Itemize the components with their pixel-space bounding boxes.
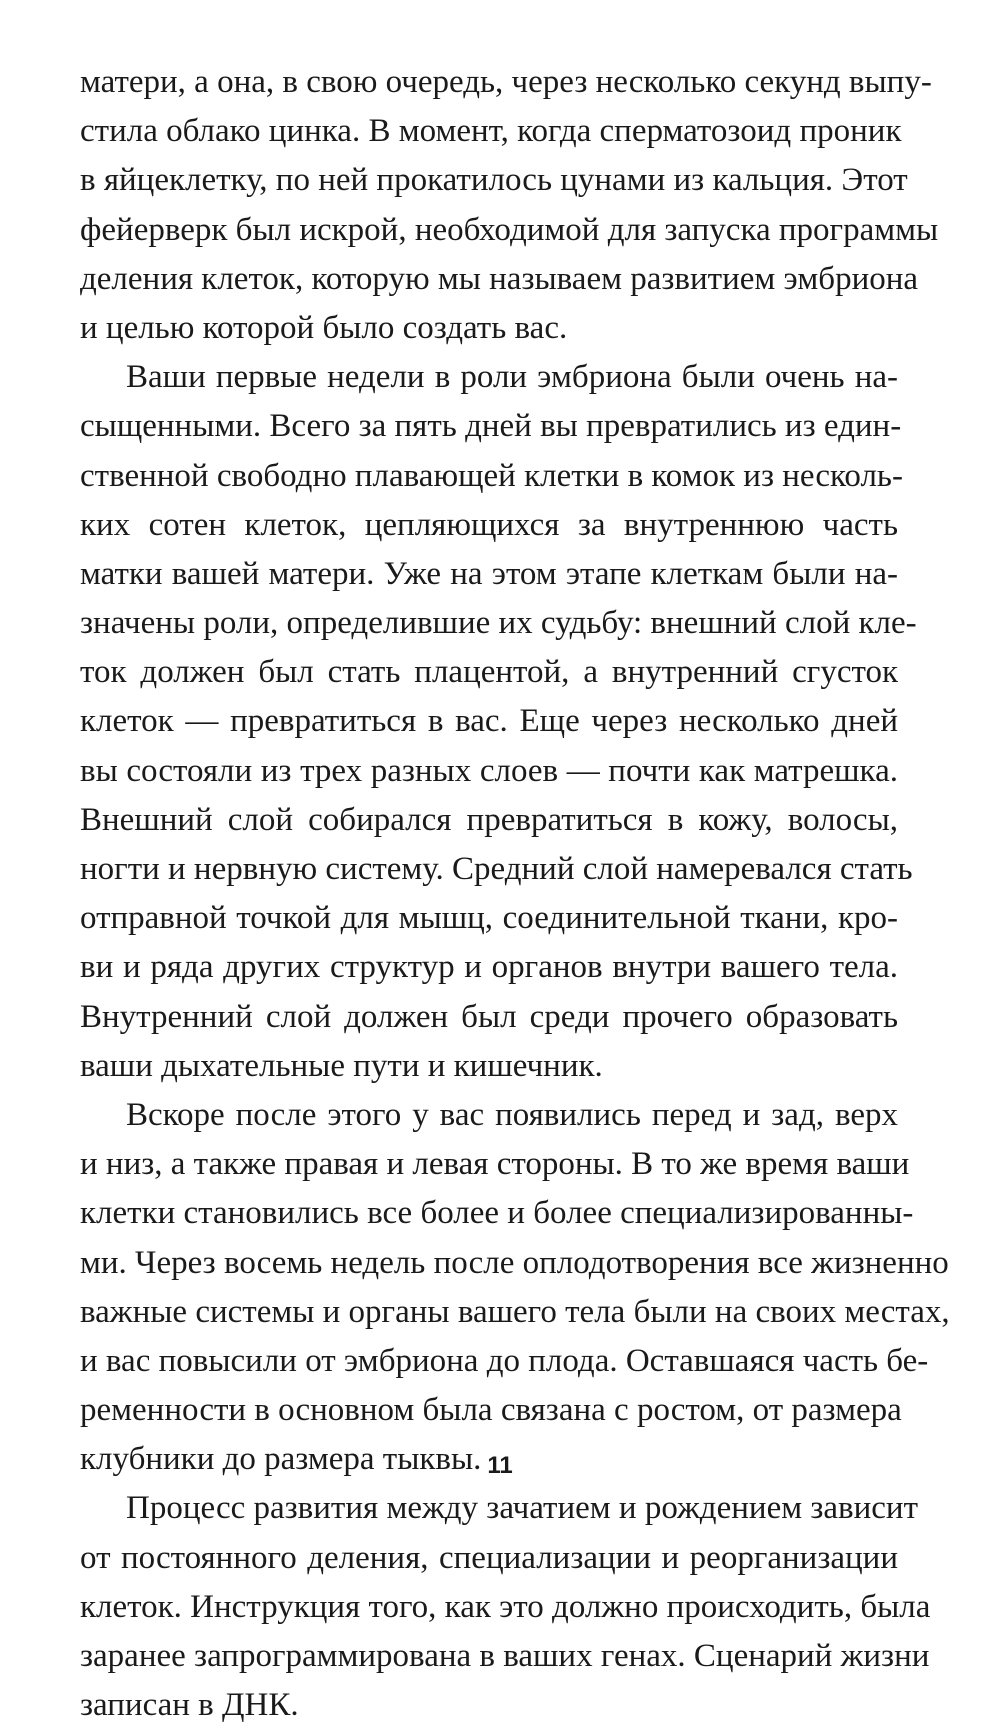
- text-line: ми. Через восемь недель после оплодотворения все жизненно: [80, 1244, 949, 1281]
- text-line: ственной свободно плавающей клетки в комок из несколь-: [80, 457, 903, 494]
- text-line: Ваши первые недели в роли эмбриона были очень на-: [126, 359, 898, 396]
- text-line: Внешний слой собирался превратиться в кожу, волосы,: [80, 801, 898, 838]
- text-line: ногти и нервную систему. Средний слой намеревался стать: [80, 851, 913, 887]
- text-line: от постоянного деления, специализации и реорганизации: [80, 1539, 898, 1576]
- text-line: деления клеток, которую мы называем развитием эмбриона: [80, 260, 919, 297]
- paragraph-1: [80, 58, 939, 353]
- page-number: 11: [487, 1452, 513, 1479]
- text-line: отправной точкой для мышц, соединительной ткани, кро-: [80, 900, 898, 937]
- text-line: Вскоре после этого у вас появились перед и зад, верх: [126, 1096, 898, 1133]
- text-line: клубники до размера тыквы.: [80, 1441, 482, 1478]
- text-line: клетки становились все более и более специализированны-: [80, 1195, 914, 1232]
- text-line: матки вашей матери. Уже на этом этапе клеткам были на-: [80, 555, 898, 592]
- text-line: ких сотен клеток, цепляющихся за внутреннюю часть: [80, 506, 898, 543]
- text-line: клеток. Инструкция того, как это должно происходить, была: [80, 1588, 931, 1625]
- text-line: стила облако цинка. В момент, когда сперматозоид проник: [80, 113, 902, 150]
- text-line: в яйцеклетку, по ней прокатилось цунами из кальция. Этот: [80, 162, 908, 199]
- text-line: и вас повысили от эмбриона до плода. Оставшаяся часть бе-: [80, 1342, 929, 1379]
- text-line: и целью которой было создать вас.: [80, 309, 568, 346]
- text-line: ви и ряда других структур и органов внутри вашего тела.: [80, 949, 898, 986]
- text-line: матери, а она, в свою очередь, через несколько секунд выпу-: [80, 64, 932, 100]
- text-line: вы состояли из трех разных слоев — почти как матрешка.: [80, 752, 898, 789]
- text-line: клеток — превратиться в вас. Еще через несколько дней: [80, 703, 898, 740]
- text-line: заранее запрограммирована в ваших генах. Сценарий жизни: [80, 1638, 930, 1674]
- text-line: фейерверк был искрой, необходимой для запуска программы: [80, 211, 939, 248]
- text-line: записан в ДНК.: [80, 1687, 299, 1724]
- text-line: ваши дыхательные пути и кишечник.: [80, 1047, 603, 1084]
- text-line: ременности в основном была связана с ростом, от размера: [80, 1392, 902, 1429]
- text-line: важные системы и органы вашего тела были на своих местах,: [80, 1293, 950, 1330]
- text-line: значены роли, определившие их судьбу: внешний слой кле-: [80, 605, 917, 642]
- text-line: сыщенными. Всего за пять дней вы превратились из един-: [80, 408, 902, 445]
- paragraph-2: [80, 353, 917, 1091]
- text-line: Внутренний слой должен был среди прочего образовать: [80, 998, 898, 1035]
- text-line: ток должен был стать плацентой, а внутренний сгусток: [80, 654, 898, 691]
- paragraph-3: [80, 1091, 950, 1485]
- text-line: и низ, а также правая и левая стороны. В то же время ваши: [80, 1146, 910, 1183]
- paragraph-4: [80, 1484, 931, 1730]
- text-line: Процесс развития между зачатием и рождением зависит: [126, 1490, 918, 1527]
